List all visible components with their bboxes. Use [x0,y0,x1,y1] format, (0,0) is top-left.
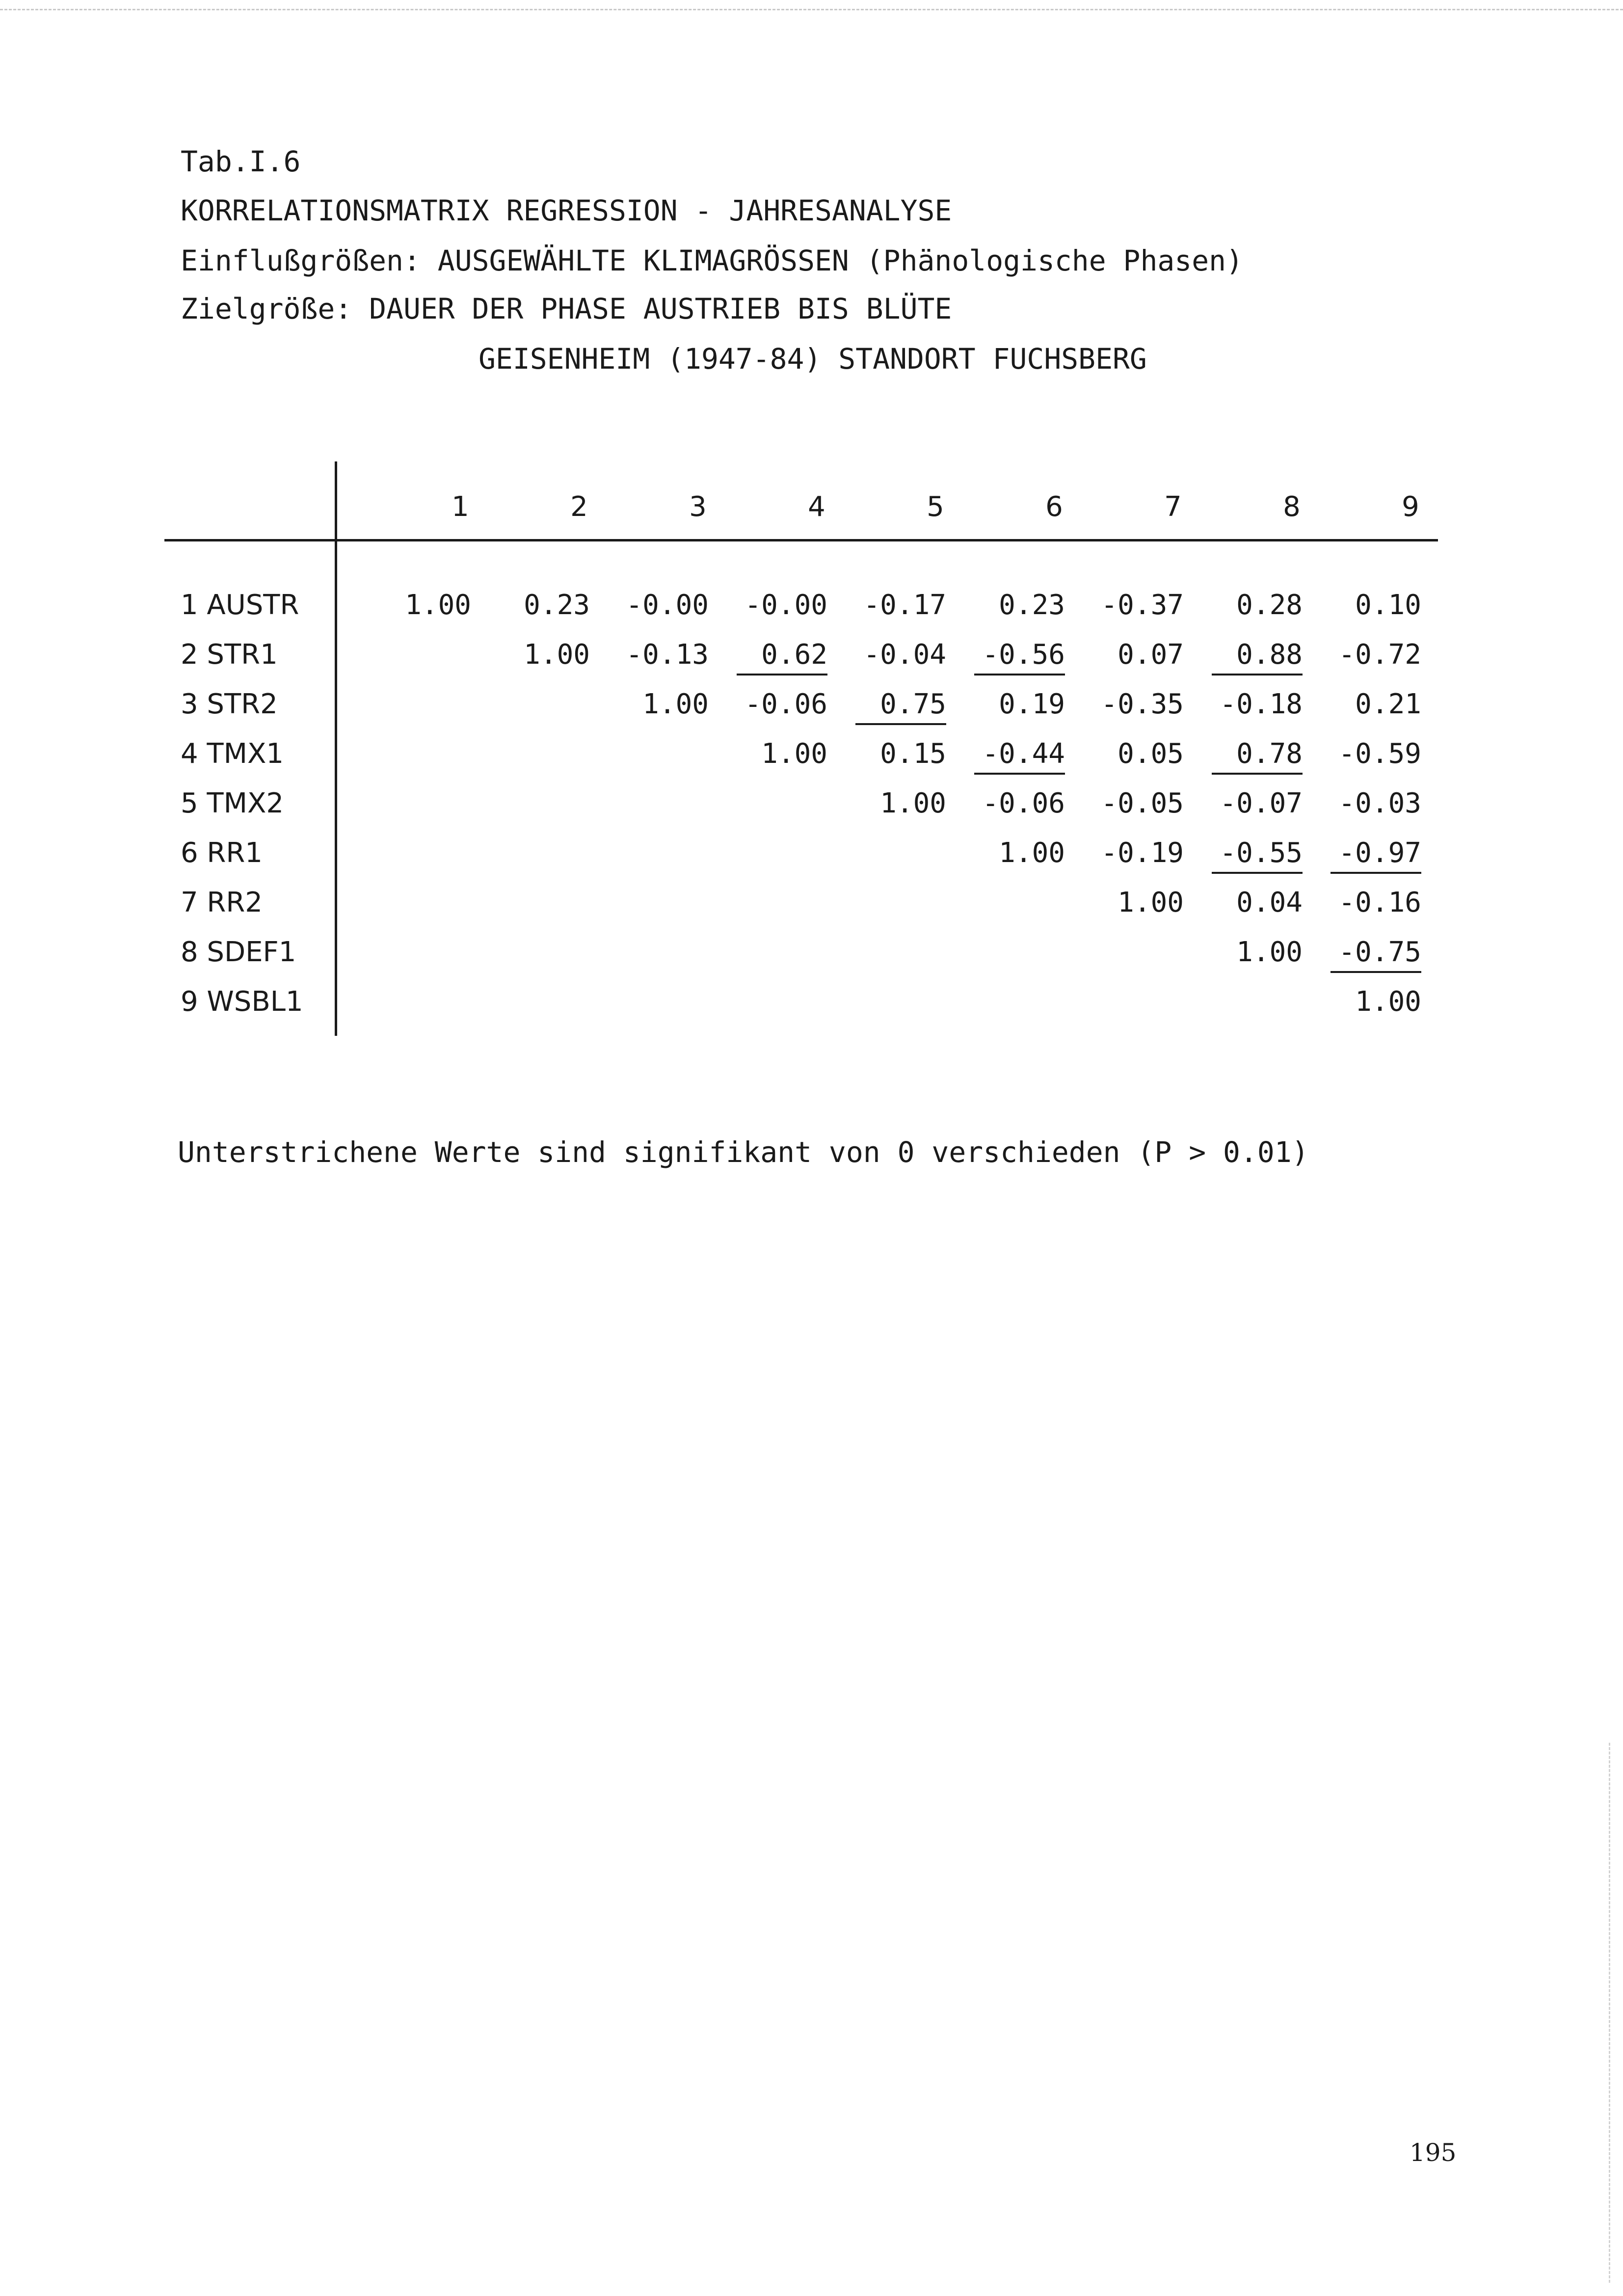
correlation-cell: -0.37 [1101,589,1184,621]
correlation-cell: -0.07 [1220,787,1303,819]
correlation-cell: -0.16 [1338,887,1421,918]
significant-correlation-cell: -0.55 [1190,839,1303,867]
correlation-cell: 0.05 [1117,738,1184,770]
correlation-cell: -0.35 [1101,688,1184,720]
column-header-divider [164,539,1438,541]
column-header-7: 7 [1164,491,1182,523]
significant-correlation-cell: -0.75 [1308,939,1421,966]
scan-edge-top [0,9,1623,10]
correlation-cell: -0.06 [745,688,827,720]
row-label: 5 TMX2 [181,787,284,819]
significant-correlation-cell: -0.97 [1308,839,1421,867]
correlation-cell: -0.13 [626,639,709,671]
correlation-cell: 1.00 [642,688,709,720]
row-header-divider [335,461,337,1036]
target-line: Zielgröße: DAUER DER PHASE AUSTRIEB BIS BLÜTE [181,292,952,325]
significant-correlation-cell: -0.56 [952,641,1065,669]
location-line: GEISENHEIM (1947-84) STANDORT FUCHSBERG [479,342,1147,376]
correlation-cell: 0.10 [1355,589,1421,621]
correlation-cell: -0.19 [1101,837,1184,869]
correlation-cell: 1.00 [524,639,590,671]
table-id: Tab.I.6 [181,145,301,178]
significant-correlation-cell: 0.62 [715,641,827,669]
row-label: 4 TMX1 [181,738,284,770]
row-label: 8 SDEF1 [181,936,296,968]
row-label: 9 WSBL1 [181,986,303,1018]
row-label: 7 RR2 [181,887,263,918]
correlation-cell: -0.04 [863,639,946,671]
column-header-9: 9 [1402,491,1419,523]
correlation-cell: -0.72 [1338,639,1421,671]
correlation-cell: 0.21 [1355,688,1421,720]
correlation-cell: 0.23 [524,589,590,621]
influences-line: Einflußgrößen: AUSGEWÄHLTE KLIMAGRÖSSEN (Phänologische Phasen) [181,244,1243,277]
correlation-cell: 1.00 [880,787,946,819]
correlation-cell: 1.00 [1355,986,1421,1018]
column-header-8: 8 [1283,491,1301,523]
page-number: 195 [1410,2138,1457,2167]
row-label: 2 STR1 [181,639,278,671]
correlation-cell: 1.00 [999,837,1065,869]
correlation-cell: 1.00 [1236,936,1303,968]
scan-edge-right [1609,1743,1610,2283]
correlation-cell: 1.00 [405,589,471,621]
table-title: KORRELATIONSMATRIX REGRESSION - JAHRESANALYSE [181,194,952,227]
correlation-cell: 1.00 [1117,887,1184,918]
correlation-cell: 0.04 [1236,887,1303,918]
correlation-cell: 0.23 [999,589,1065,621]
correlation-cell: -0.03 [1338,787,1421,819]
correlation-cell: 0.15 [880,738,946,770]
column-header-2: 2 [570,491,588,523]
correlation-cell: -0.18 [1220,688,1303,720]
row-label: 6 RR1 [181,837,263,869]
column-header-5: 5 [927,491,944,523]
significant-correlation-cell: 0.78 [1190,740,1303,768]
significant-correlation-cell: -0.44 [952,740,1065,768]
correlation-cell: 0.19 [999,688,1065,720]
significant-correlation-cell: 0.75 [833,691,946,718]
correlation-cell: 0.07 [1117,639,1184,671]
significant-correlation-cell: 0.88 [1190,641,1303,669]
column-header-4: 4 [808,491,825,523]
significance-footnote: Unterstrichene Werte sind signifikant von 0 verschieden (P > 0.01) [178,1135,1309,1169]
column-header-1: 1 [452,491,469,523]
correlation-cell: -0.00 [745,589,827,621]
correlation-cell: -0.17 [863,589,946,621]
correlation-cell: -0.06 [982,787,1065,819]
column-header-6: 6 [1045,491,1063,523]
correlation-cell: -0.05 [1101,787,1184,819]
correlation-cell: 1.00 [761,738,827,770]
row-label: 3 STR2 [181,688,278,720]
correlation-cell: -0.59 [1338,738,1421,770]
correlation-cell: -0.00 [626,589,709,621]
column-header-3: 3 [689,491,707,523]
correlation-cell: 0.28 [1236,589,1303,621]
row-label: 1 AUSTR [181,589,299,621]
